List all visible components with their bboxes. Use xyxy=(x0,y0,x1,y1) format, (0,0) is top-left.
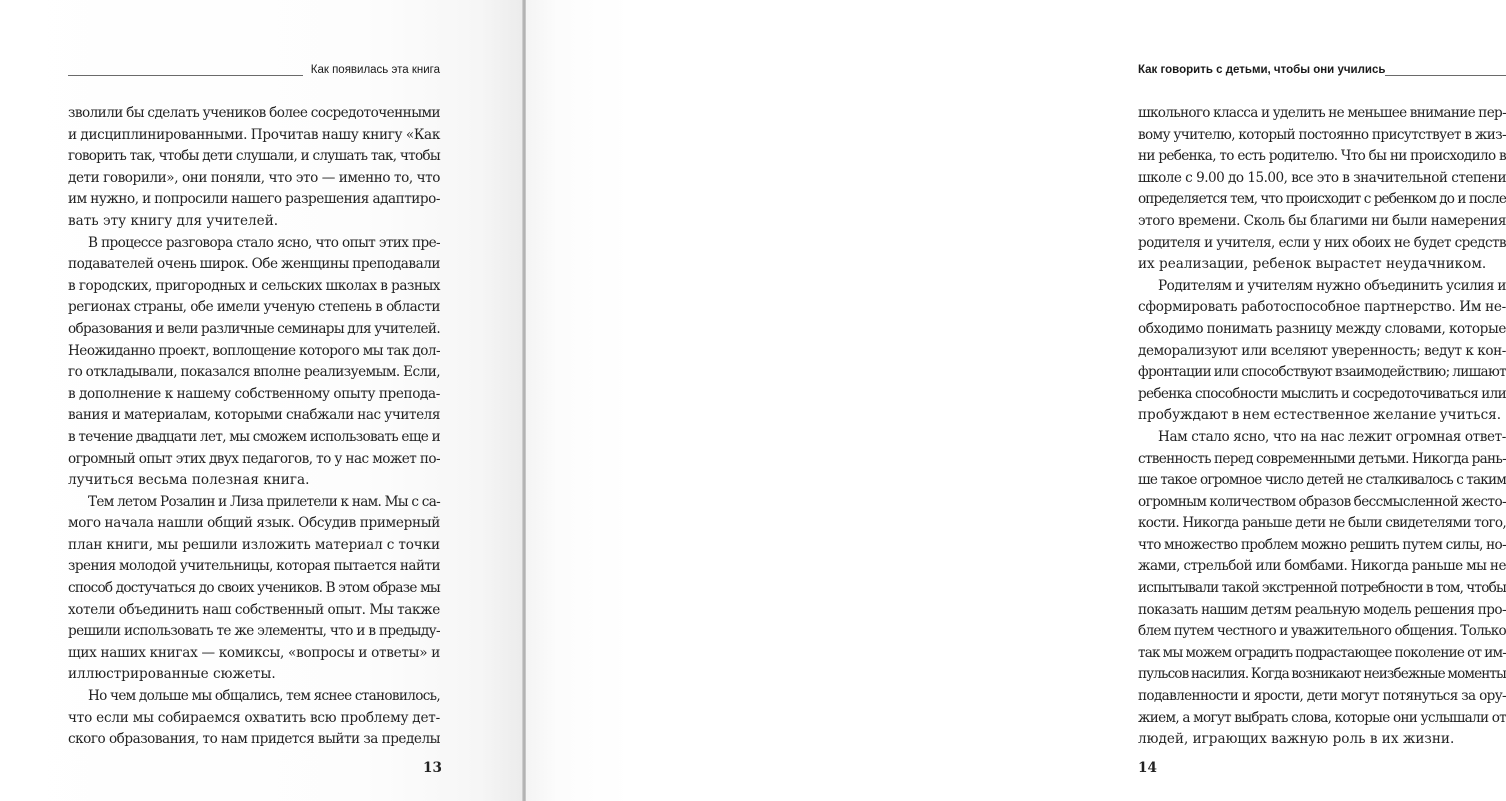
text-line: Тем летом Розалин и Лиза прилетели к нам. Мы с са- xyxy=(88,493,440,510)
text-line: так мы можем оградить подрастающее поколение от им- xyxy=(1138,644,1506,661)
text-line: испытывали такой экстренной потребности в том, чтобы xyxy=(1138,580,1506,597)
text-line: этого времени. Сколь бы благими ни были намерения xyxy=(1138,212,1506,229)
text-line: Неожиданно проект, воплощение которого мы так дол- xyxy=(68,342,440,359)
text-line: жием, а могут выбрать слова, которые они услышали от xyxy=(1138,709,1506,726)
text-line: жами, стрельбой или бомбами. Никогда раньше мы не xyxy=(1138,558,1506,575)
running-head-title: Как говорить с детьми, чтобы они учились xyxy=(1138,64,1386,76)
text-line: Нам стало ясно, что на нас лежит огромная ответ- xyxy=(1158,428,1506,445)
text-line: регионах страны, обе имели ученую степень в области xyxy=(68,299,440,316)
text-line: школе с 9.00 до 15.00, все это в значительной степени xyxy=(1138,169,1506,186)
text-line: людей, играющих важную роль в их жизни. xyxy=(1138,731,1455,748)
running-head-right xyxy=(1138,63,1506,77)
text-line: блем путем честного и уважительного общения. Только xyxy=(1138,623,1506,640)
page-number: 14 xyxy=(1138,760,1157,776)
text-line: деморализуют или вселяют уверенность; ведут к кон- xyxy=(1138,342,1506,359)
left-page xyxy=(0,0,522,801)
text-line: показать нашим детям реальную модель решения про- xyxy=(1138,601,1506,618)
running-head-left xyxy=(68,63,440,77)
text-line: кости. Никогда раньше дети не были свидетелями того, xyxy=(1138,515,1506,532)
text-line: Но чем дольше мы общались, тем яснее становилось, xyxy=(88,688,440,705)
header-rule xyxy=(1385,75,1506,76)
text-line: хотели объединить наш собственный опыт. Мы также xyxy=(68,601,440,618)
text-line: решили использовать те же элементы, что и в предыду- xyxy=(68,623,440,640)
text-line: и дисциплинированными. Прочитав нашу книгу «Как xyxy=(68,126,440,143)
text-line: пробуждают в нем естественное желание учиться. xyxy=(1138,407,1502,424)
text-line: их реализации, ребенок вырастет неудачником. xyxy=(1138,256,1487,273)
text-line: обходимо понимать разницу между словами, которые xyxy=(1138,320,1506,337)
text-line: зволили бы сделать учеников более сосредоточенными xyxy=(68,105,440,121)
text-line: лучиться весьма полезная книга. xyxy=(68,472,310,489)
left-page-body xyxy=(68,103,440,751)
text-line: дети говорили», они поняли, что это — именно то, что xyxy=(68,169,440,186)
text-line: вать эту книгу для учителей. xyxy=(68,212,279,229)
page-number: 13 xyxy=(423,760,442,776)
text-line: го откладывали, показался вполне реализуемым. Если, xyxy=(68,364,440,381)
right-page xyxy=(526,0,1506,801)
text-line: Родителям и учителям нужно объединить усилия и xyxy=(1158,277,1506,294)
text-line: ни ребенка, то есть родителю. Что бы ни происходило в xyxy=(1138,148,1506,165)
text-line: ше такое огромное число детей не сталкивалось с таким xyxy=(1138,472,1506,489)
text-line: вому учителю, который постоянно присутствует в жиз- xyxy=(1138,126,1506,143)
text-line: им нужно, и попросили нашего разрешения адаптиро- xyxy=(68,191,440,208)
text-line: образования и вели различные семинары для учителей. xyxy=(68,320,440,337)
text-line: мого начала нашли общий язык. Обсудив примерный xyxy=(68,515,440,532)
text-line: определяется тем, что происходит с ребенком до и после xyxy=(1138,191,1506,208)
header-rule xyxy=(68,75,303,76)
running-head-title: Как появилась эта книга xyxy=(310,64,440,76)
text-line: подавленности и ярости, дети могут потянуться за ору- xyxy=(1138,688,1506,705)
text-line: ребенка способности мыслить и сосредоточиваться или xyxy=(1138,385,1506,402)
text-line: родителя и учителя, если у них обоих не будет средств xyxy=(1138,234,1506,251)
text-line: фронтации или способствуют взаимодействию; лишают xyxy=(1138,364,1506,381)
text-line: огромным количеством образов бессмысленной жесто- xyxy=(1138,493,1506,510)
text-line: иллюстрированные сюжеты. xyxy=(68,666,276,683)
text-line: в городских, пригородных и сельских школах в разных xyxy=(68,277,440,294)
text-line: в течение двадцати лет, мы сможем использовать еще и xyxy=(68,428,440,445)
text-line: В процессе разговора стало ясно, что опыт этих пре- xyxy=(88,234,440,251)
text-line: способ достучаться до своих учеников. В этом образе мы xyxy=(68,580,440,597)
text-line: сформировать работоспособное партнерство. Им не- xyxy=(1138,299,1506,316)
text-line: подавателей очень широк. Обе женщины преподавали xyxy=(68,256,440,273)
right-page-body xyxy=(1138,103,1506,751)
text-line: план книги, мы решили изложить материал с точки xyxy=(68,536,440,553)
text-line: зрения молодой учительницы, которая пытается найти xyxy=(68,558,440,575)
text-line: что множество проблем можно решить путем силы, но- xyxy=(1138,536,1506,553)
text-line: вания и материалам, которыми снабжали нас учителя xyxy=(68,407,440,424)
text-line: школьного класса и уделить не меньшее внимание пер- xyxy=(1138,105,1506,121)
text-line: в дополнение к нашему собственному опыту препода- xyxy=(68,385,440,402)
text-line: огромный опыт этих двух педагогов, то у нас может по- xyxy=(68,450,440,467)
text-line: что если мы собираемся охватить всю проблему дет- xyxy=(68,709,440,726)
text-line: ского образования, то нам придется выйти за пределы xyxy=(68,731,440,748)
text-line: щих наших книгах — комиксы, «вопросы и ответы» и xyxy=(68,644,440,661)
text-line: пульсов насилия. Когда возникают неизбежные моменты xyxy=(1138,666,1506,683)
text-line: ственность перед современными детьми. Никогда рань- xyxy=(1138,450,1506,467)
text-line: говорить так, чтобы дети слушали, и слушать так, чтобы xyxy=(68,148,440,165)
